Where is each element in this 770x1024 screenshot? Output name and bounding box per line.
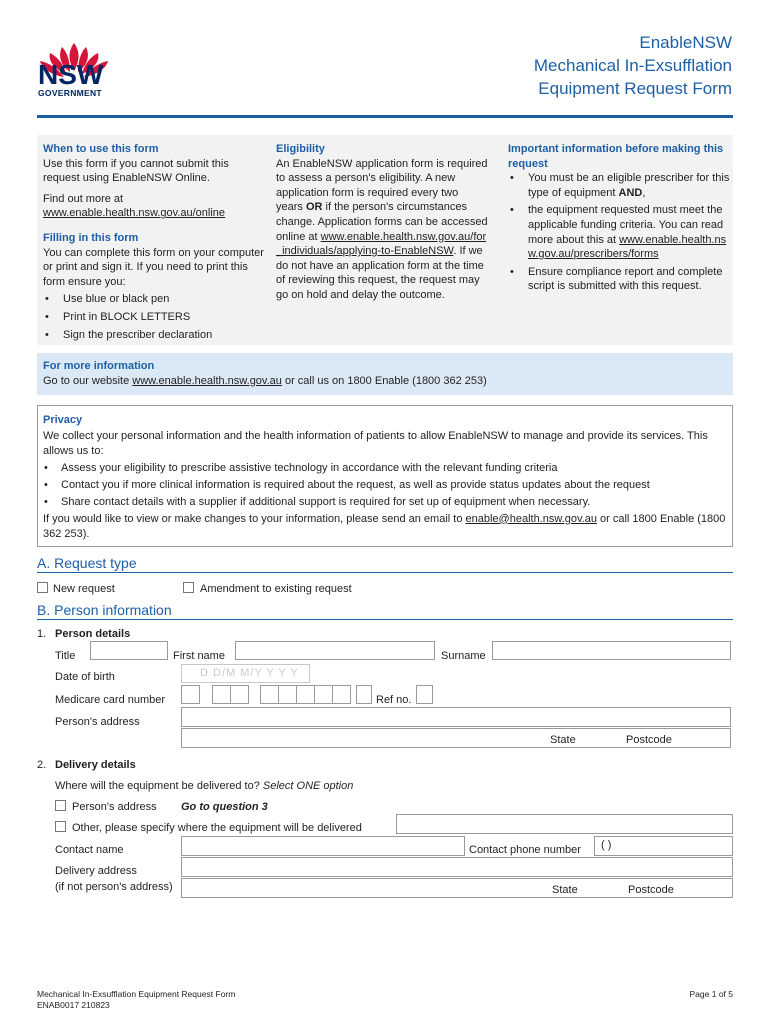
- list-item: • Use blue or black pen: [43, 292, 265, 307]
- important-heading: Important information before making this request: [508, 143, 724, 170]
- delivery-address-label: Delivery address: [55, 865, 137, 877]
- delivery-address-line-1-input[interactable]: [181, 857, 733, 877]
- address-label: Person's address: [55, 716, 140, 728]
- select-one-text: Select ONE option: [262, 780, 354, 792]
- privacy-list: [43, 461, 727, 511]
- privacy-content: [43, 413, 727, 543]
- more-info-content: [43, 359, 727, 388]
- eligibility-column: [276, 142, 488, 303]
- logo-nsw-text: NSW: [38, 59, 104, 90]
- amendment-checkbox[interactable]: [183, 582, 194, 593]
- persons-address-label: Person's address: [72, 801, 157, 813]
- list-item: • Assess your eligibility to prescribe assistive technology in accordance with the relevant funding criteria: [43, 461, 727, 477]
- list-item: • Share contact details with a supplier if additional support is required for set up of equipment when necessary.: [43, 495, 727, 511]
- important-text-1: You must be an eligible prescriber for this type of equipment: [528, 172, 730, 199]
- state-label: State: [550, 734, 576, 746]
- medicare-label: Medicare card number: [55, 694, 166, 706]
- title-input[interactable]: [90, 641, 168, 660]
- important-comma: ,: [642, 186, 646, 199]
- contact-phone-label: Contact phone number: [469, 844, 581, 856]
- important-and: AND: [618, 186, 643, 199]
- more-info-text: [43, 374, 727, 389]
- when-heading: When to use this form: [43, 143, 159, 155]
- eligibility-text-3: . If we do not have an application form at the time of reviewing this request, the request may go on hold and delay the outcome.: [276, 245, 484, 301]
- surname-label: Surname: [441, 650, 486, 662]
- other-location-input[interactable]: [396, 814, 733, 834]
- amendment-label: Amendment to existing request: [200, 583, 352, 595]
- delivery-postcode-label: Postcode: [628, 884, 674, 896]
- application-forms-link[interactable]: www.enable.health.nsw.gov.au/for_individuals/applying-to-EnableNSW: [276, 230, 487, 258]
- medicare-digit-box[interactable]: [260, 685, 279, 704]
- list-item: [508, 171, 730, 200]
- medicare-digit-box[interactable]: [181, 685, 200, 704]
- privacy-outro-a: If you would like to view or make changes to your information, please send an email to: [43, 512, 466, 525]
- title-equipment-name: Mechanical In-Exsufflation: [533, 56, 732, 75]
- other-label: Other, please specify where the equipment will be delivered: [72, 822, 362, 834]
- dob-placeholder: D D/M M/Y Y Y Y: [200, 667, 299, 679]
- filling-heading: Filling in this form: [43, 231, 139, 244]
- list-item: • Sign the prescriber declaration: [43, 328, 265, 343]
- privacy-outro-b: or call 1800 Enable (1800 362 253).: [43, 512, 726, 540]
- eligibility-heading: Eligibility: [276, 143, 325, 155]
- new-request-label: New request: [53, 583, 115, 595]
- q2-number: 2.: [37, 759, 47, 771]
- medicare-digit-box[interactable]: [296, 685, 315, 704]
- logo-government-text: GOVERNMENT: [38, 88, 102, 98]
- eligibility-text-2: if the person's circumstances change. Application forms can be accessed online at: [276, 201, 488, 243]
- eligibility-body: [276, 157, 488, 303]
- surname-input[interactable]: [492, 641, 731, 660]
- other-checkbox[interactable]: [55, 821, 66, 832]
- q1-title: Person details: [55, 628, 131, 640]
- list-item: • Contact you if more clinical information is required about the request, as well as provide status updates about the request: [43, 478, 727, 494]
- section-b-rule: [37, 619, 733, 620]
- list-item: • Print in BLOCK LETTERS: [43, 310, 265, 325]
- new-request-checkbox[interactable]: [37, 582, 48, 593]
- privacy-outro: [43, 512, 727, 543]
- medicare-digit-box[interactable]: [212, 685, 231, 704]
- section-a-title: A. Request type: [37, 555, 137, 571]
- medicare-digit-box[interactable]: [314, 685, 333, 704]
- dob-label: Date of birth: [55, 671, 115, 683]
- first-name-input[interactable]: [235, 641, 435, 660]
- medicare-digit-box[interactable]: [230, 685, 249, 704]
- more-info-text-b: or call us on 1800 Enable (1800 362 253): [281, 374, 487, 387]
- privacy-email-link[interactable]: enable@health.nsw.gov.au: [465, 512, 597, 525]
- delivery-state-label: State: [552, 884, 578, 896]
- dob-input[interactable]: [181, 664, 310, 683]
- more-info-panel: [37, 353, 733, 395]
- persons-address-checkbox[interactable]: [55, 800, 66, 811]
- delivery-address-sublabel: (if not person's address): [55, 881, 173, 893]
- info-panel: [37, 135, 733, 345]
- privacy-heading: Privacy: [43, 414, 83, 426]
- ref-no-label: Ref no.: [376, 694, 412, 706]
- when-to-use-column: [43, 142, 265, 345]
- postcode-label: Postcode: [626, 734, 672, 746]
- phone-area-parens: ( ): [601, 839, 612, 851]
- medicare-digit-box[interactable]: [356, 685, 372, 704]
- important-column: [508, 142, 730, 297]
- title-label: Title: [55, 650, 76, 662]
- find-out-text: Find out more at: [43, 192, 124, 205]
- more-info-text-a: Go to our website: [43, 374, 133, 387]
- important-list: [508, 171, 730, 294]
- first-name-label: First name: [173, 650, 225, 662]
- header-rule: [37, 115, 733, 118]
- online-link[interactable]: www.enable.health.nsw.gov.au/online: [43, 207, 226, 220]
- privacy-intro: We collect your personal information and the health information of patients to allow EnableNSW to manage and provide its services. This allows us to:: [43, 429, 708, 457]
- title-form-name: Equipment Request Form: [538, 79, 732, 98]
- ref-no-input[interactable]: [416, 685, 433, 704]
- where-delivered-text: [55, 780, 353, 793]
- prescribers-forms-link[interactable]: www.enable.health.nsw.gov.au/prescribers/forms: [528, 233, 727, 261]
- when-body: Use this form if you cannot submit this request using EnableNSW Online.: [43, 157, 229, 185]
- medicare-digit-box[interactable]: [332, 685, 351, 704]
- q1-number: 1.: [37, 628, 47, 640]
- title-enablensw: EnableNSW: [639, 33, 732, 52]
- medicare-digit-box[interactable]: [278, 685, 297, 704]
- form-title-block: [534, 31, 732, 100]
- eligibility-text-1: An EnableNSW application form is required to assess a person's eligibility. A new application form is required every two years: [276, 157, 488, 214]
- contact-name-input[interactable]: [181, 836, 465, 856]
- section-b-title: B. Person information: [37, 602, 172, 618]
- list-item: • Ensure compliance report and complete script is submitted with this request.: [508, 265, 730, 294]
- page-number: Page 1 of 5: [689, 989, 733, 999]
- footer-form-code: ENAB0017 210823: [37, 1000, 110, 1010]
- list-item: [508, 203, 730, 261]
- go-to-question-3: Go to question 3: [181, 801, 268, 813]
- contact-phone-input[interactable]: [594, 836, 733, 856]
- filling-list: [43, 292, 265, 342]
- section-a-rule: [37, 572, 733, 573]
- website-link[interactable]: www.enable.health.nsw.gov.au: [132, 374, 282, 387]
- privacy-box: [37, 405, 733, 547]
- eligibility-or: OR: [305, 201, 323, 214]
- more-info-heading: For more information: [43, 360, 155, 372]
- contact-name-label: Contact name: [55, 844, 124, 856]
- q2-title: Delivery details: [55, 759, 136, 771]
- footer-form-name: Mechanical In-Exsufflation Equipment Request Form: [37, 989, 236, 999]
- filling-body: You can complete this form on your computer or print and sign it. If you need to print this form ensure you:: [43, 246, 264, 288]
- important-text-2: the equipment requested must meet the applicable funding criteria. You can read more about this at: [528, 204, 724, 246]
- where-text: Where will the equipment be delivered to?: [55, 780, 263, 792]
- address-line-1-input[interactable]: [181, 707, 731, 727]
